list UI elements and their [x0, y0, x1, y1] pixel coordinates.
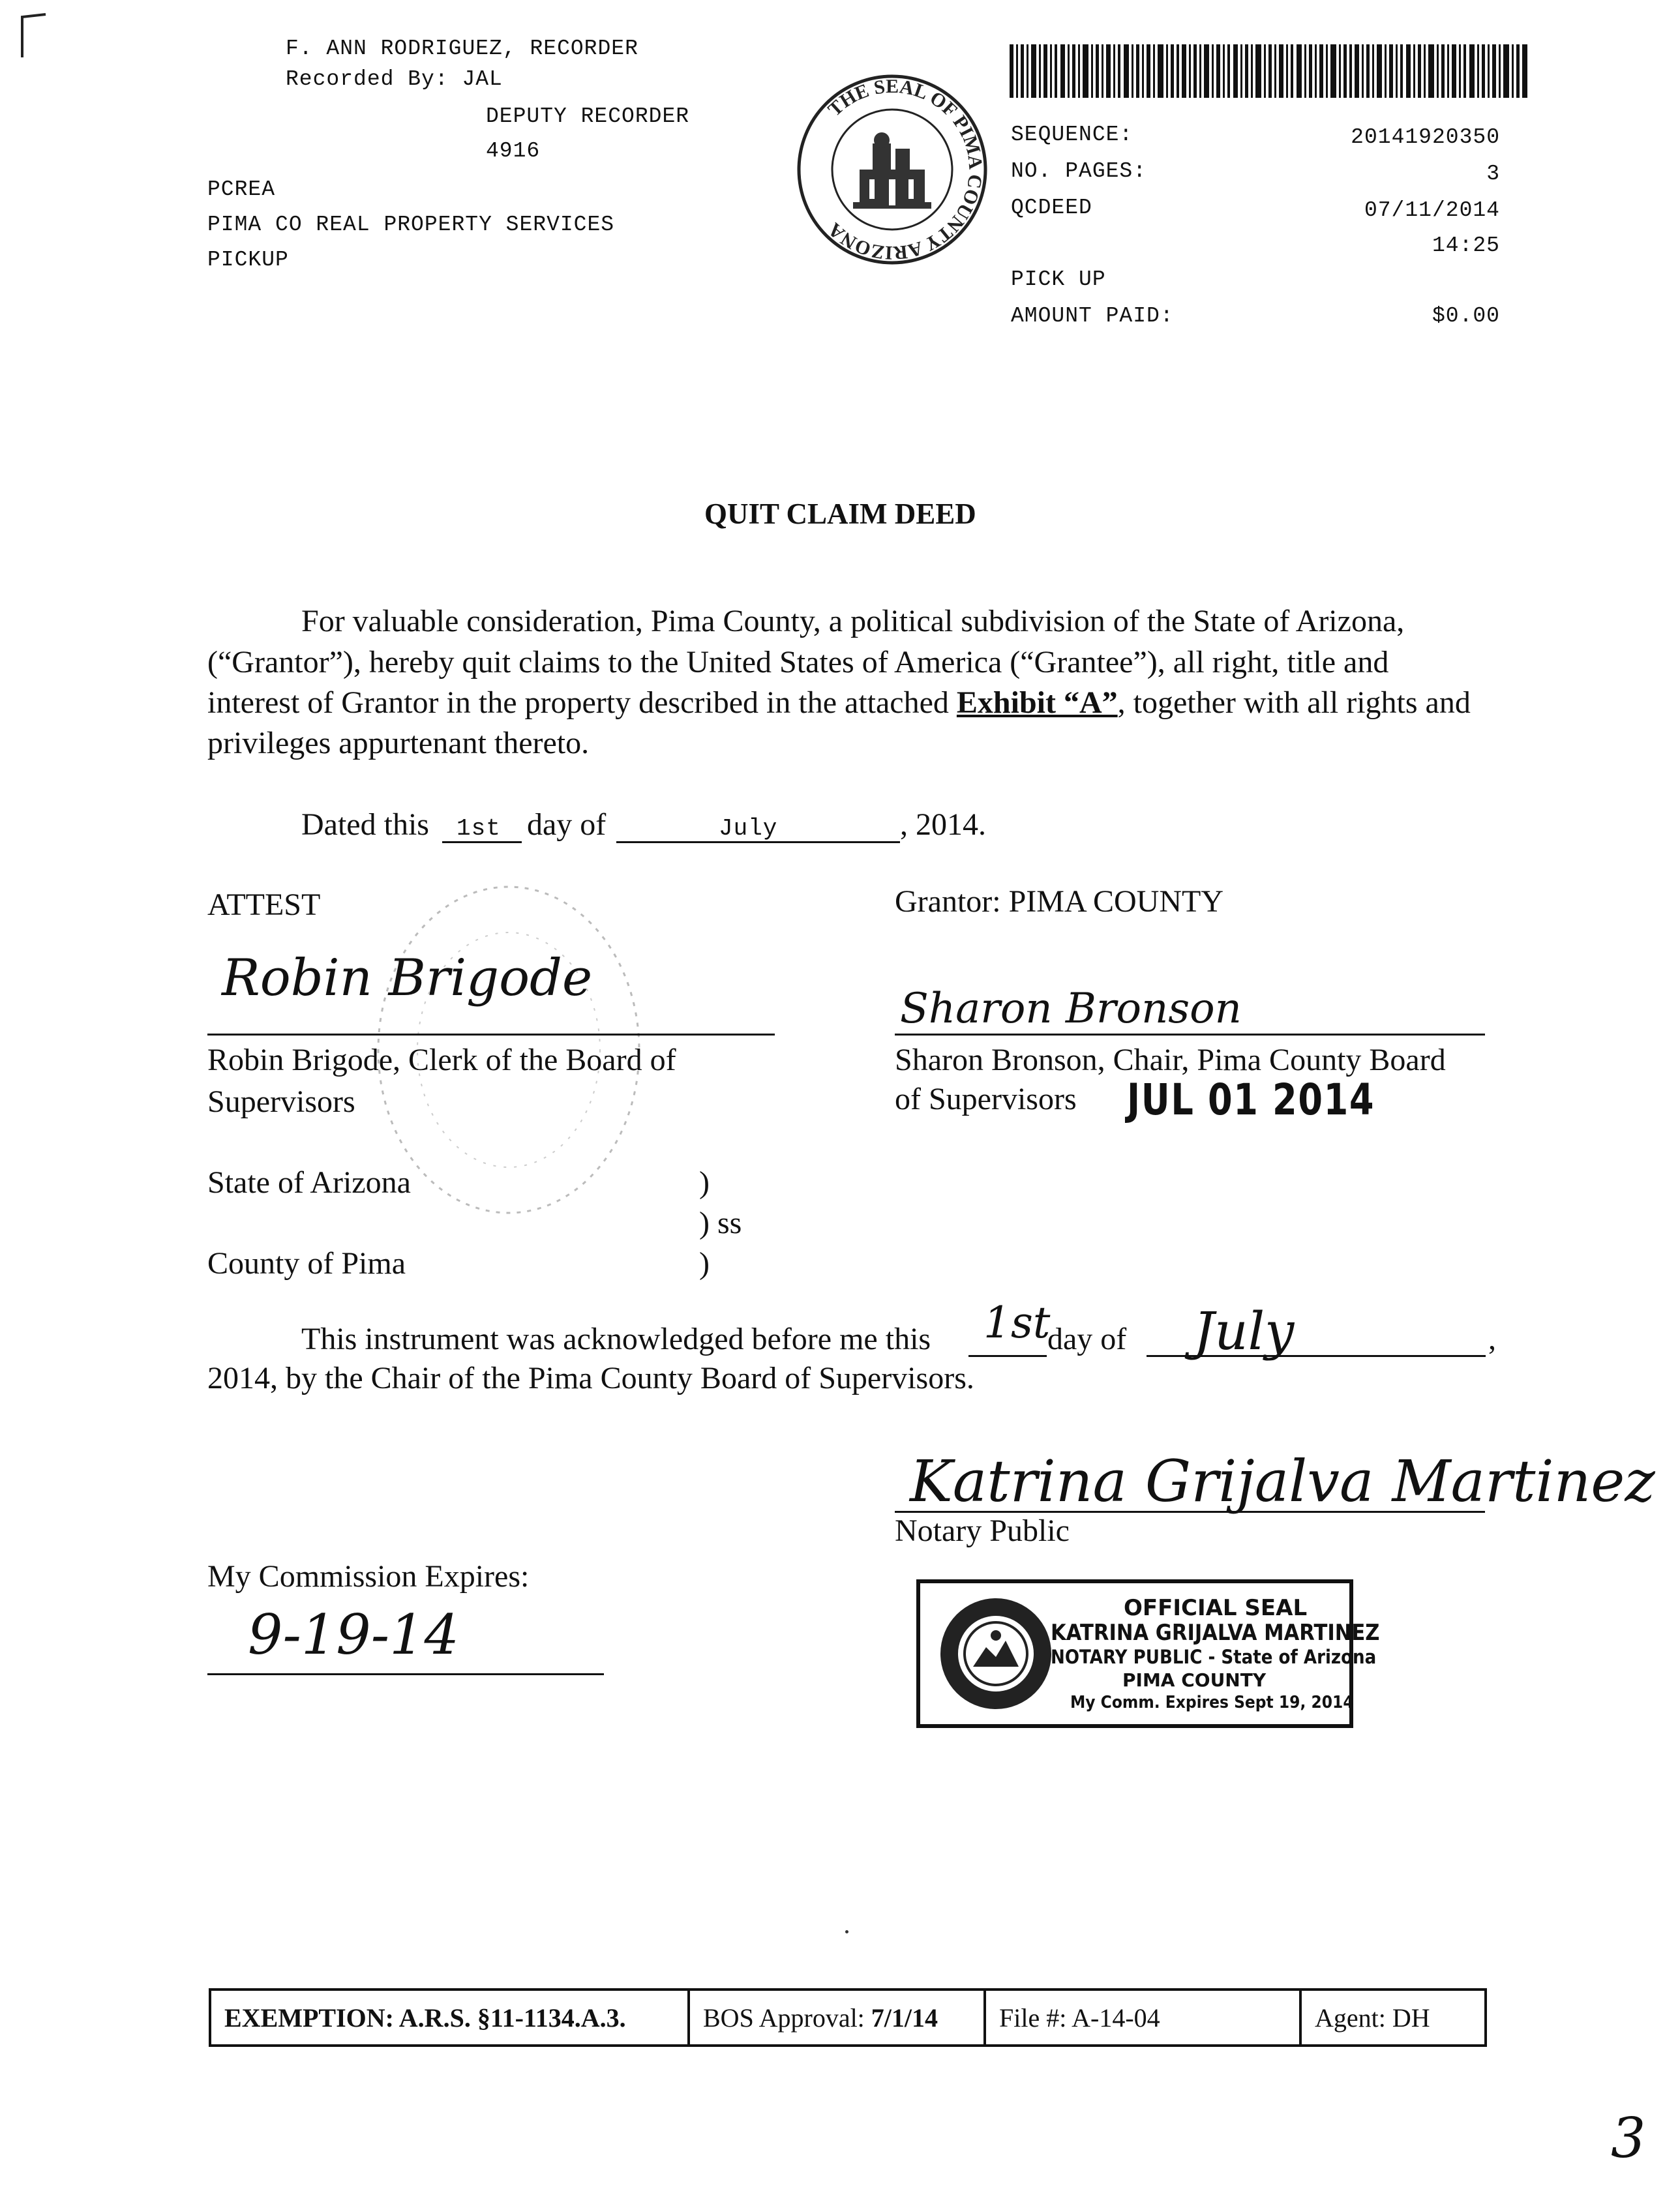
deputy-number: 4916 [486, 139, 541, 163]
dated-mid: day of [527, 807, 607, 842]
ack-day-handwritten: 1st [983, 1298, 1051, 1348]
bos-approval-label: BOS Approval: [703, 2003, 865, 2033]
mission-building-icon [853, 132, 931, 209]
body-line-3 [207, 685, 1471, 721]
exemption-cell: EXEMPTION: A.R.S. §11-1134.A.3. [210, 1990, 689, 2046]
dated-prefix: Dated this [301, 807, 429, 842]
body-line-1: For valuable consideration, Pima County, a political subdivision of the State of Arizona, [301, 604, 1405, 638]
commission-date-handwritten: 9-19-14 [248, 1603, 459, 1667]
bos-approval-value: 7/1/14 [871, 2003, 938, 2033]
venue-paren-open: ) [699, 1165, 710, 1200]
pages-value: 3 [1486, 162, 1500, 186]
arizona-state-seal-icon [937, 1595, 1055, 1712]
deputy-recorder: DEPUTY RECORDER [486, 104, 690, 128]
body-line-3-start: interest of Grantor in the property described in the attached [207, 685, 957, 720]
notary-signature: Katrina Grijalva Martinez [910, 1448, 1655, 1515]
pages-label: NO. PAGES: [1011, 159, 1147, 183]
clerk-title-line1: Robin Brigode, Clerk of the Board of [207, 1043, 676, 1077]
seal-line-4: PIMA COUNTY [1122, 1669, 1267, 1691]
seal-line-5: My Comm. Expires Sept 19, 2014 [1070, 1693, 1354, 1712]
chair-title-line2: of Supervisors [895, 1082, 1077, 1116]
seal-ring-text: THE SEAL OF PIMA COUNTY ARIZONA [824, 75, 987, 264]
venue-ss: ) ss [699, 1206, 742, 1240]
amount-value: $0.00 [1432, 304, 1500, 328]
seal-line-2: KATRINA GRIJALVA MARTINEZ [1051, 1620, 1380, 1646]
grantor-label: Grantor: PIMA COUNTY [895, 884, 1223, 919]
dated-month: July [719, 815, 778, 842]
exemption-row [210, 1990, 1486, 2046]
chair-title-line1: Sharon Bronson, Chair, Pima County Board [895, 1043, 1446, 1077]
seal-line-1: OFFICIAL SEAL [1124, 1595, 1308, 1621]
ack-prefix: This instrument was acknowledged before me this [301, 1322, 931, 1356]
venue-state: State of Arizona [207, 1165, 411, 1200]
sequence-label: SEQUENCE: [1011, 123, 1133, 147]
seal-line-3: NOTARY PUBLIC - State of Arizona [1051, 1646, 1377, 1668]
agency-code: PCREA [207, 177, 276, 201]
pickup-note: PICKUP [207, 248, 289, 272]
venue-county: County of Pima [207, 1246, 406, 1281]
exhibit-reference: Exhibit “A” [956, 685, 1118, 720]
agent-cell: Agent: DH [1300, 1990, 1486, 2046]
agency-name: PIMA CO REAL PROPERTY SERVICES [207, 213, 615, 237]
barcode [1010, 44, 1531, 98]
attest-label: ATTEST [207, 887, 321, 922]
ack-month-handwritten: July [1193, 1301, 1295, 1362]
county-seal [794, 72, 990, 267]
chair-signature: Sharon Bronson [900, 985, 1242, 1033]
body-line-3-end: , together with all rights and [1117, 685, 1471, 720]
recorder-name: F. ANN RODRIGUEZ, RECORDER [286, 37, 638, 61]
amount-label: AMOUNT PAID: [1011, 304, 1174, 328]
sequence-value: 20141920350 [1351, 125, 1500, 149]
recording-time: 14:25 [1432, 233, 1500, 258]
clerk-signature: Robin Brigode [222, 949, 593, 1007]
ack-line-end: , [1488, 1322, 1496, 1356]
venue-paren-close: ) [699, 1246, 710, 1281]
ack-mid: day of [1047, 1322, 1127, 1356]
body-line-4: privileges appurtenant thereto. [207, 726, 590, 760]
page-mark: 3 [1611, 2106, 1646, 2170]
bos-approval-cell [689, 1990, 985, 2046]
document-type: QCDEED [1011, 196, 1092, 220]
date-received-stamp: JUL 01 2014 [1127, 1075, 1375, 1125]
dated-day: 1st [457, 815, 501, 842]
ack-line-2: 2014, by the Chair of the Pima County Board of Supervisors. [207, 1361, 974, 1395]
notary-label: Notary Public [895, 1513, 1070, 1548]
body-line-2: (“Grantor”), hereby quit claims to the United States of America (“Grantee”), all right, title and [207, 645, 1389, 679]
clerk-title-line2: Supervisors [207, 1084, 355, 1119]
corner-mark [20, 12, 150, 57]
notary-seal-stamp [916, 1579, 1380, 1728]
document-title: QUIT CLAIM DEED [704, 498, 976, 530]
recorded-by: Recorded By: JAL [286, 67, 503, 91]
recording-date: 07/11/2014 [1364, 198, 1500, 222]
stray-mark [845, 1930, 848, 1933]
exemption-table [209, 1988, 1487, 2047]
commission-label: My Commission Expires: [207, 1559, 530, 1594]
dated-year: , 2014. [900, 807, 986, 842]
pickup-flag: PICK UP [1011, 267, 1106, 291]
file-number-cell: File #: A-14-04 [985, 1990, 1300, 2046]
